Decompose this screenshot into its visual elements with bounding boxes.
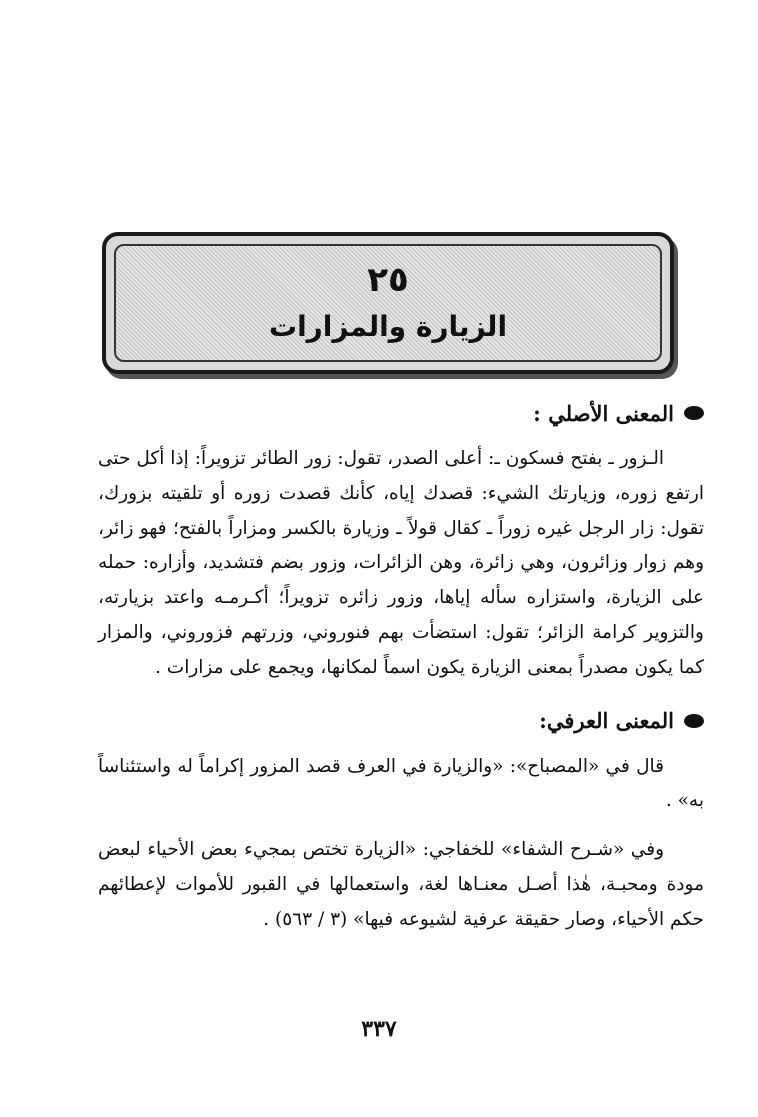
chapter-header-box	[102, 232, 674, 374]
section-heading-customary-meaning	[98, 700, 704, 742]
chapter-title: الزيارة والمزارات	[268, 310, 508, 343]
bullet-icon	[684, 406, 704, 420]
section-heading-original-meaning	[98, 392, 704, 434]
chapter-header-inner	[114, 244, 662, 362]
paragraph-misbah-quote: قال في «المصباح»: «والزيارة في العرف قصد المزور إكراماً له واستئناساً به» .	[98, 755, 704, 812]
page-content	[98, 392, 704, 938]
paragraph-original-meaning: الـزور ـ بفتح فسكون ـ: أعلى الصدر، تقول: زور الطائر تزويراً: إذا أكل حتى ارتفع زوره، وزيارتك الشيء: قصدك إياه، كأنك قصدت زوره أو تلقيته بزورك، تقول: زار الرجل غيره زوراً ـ كقال قولاً ـ وزيارة بالكسر ومزاراً بالفتح؛ فهو زائر، وهم زوار وزائرون، وهي زائرة، وهن الزائرات، وزور بضم فتشديد، وأزاره: حمله على الزيارة، واستزاره سأله إياها، وزور زائره تزويراً؛ أكـرمـه واعتد بزيارته، والتزوير كرامة الزائر؛ تقول: استضأت بهم فنوروني، وزرتهم فزوروني، والمزار كما يكون مصدراً بمعنى الزيارة يكون اسماً لمكانها، ويجمع على مزارات .	[98, 448, 704, 678]
chapter-number: ٢٥	[367, 260, 409, 300]
page-number: ٣٣٧	[361, 1016, 397, 1042]
section-heading-text: المعنى الأصلي :	[533, 400, 674, 426]
paragraph-khafaji-quote: وفي «شـرح الشفاء» للخفاجي: «الزيارة تختص بمجيء بعض الأحياء لبعض مودة ومحبـة، هٰذا أصـل معنـاها لغة، واستعمالها في القبور للأموات لإعطائهم حكم الأحياء، وصار حقيقة عرفية لشيوعه فيها» (٣ / ٥٦٣) .	[98, 839, 704, 930]
section-heading-text: المعنى العرفي:	[539, 708, 674, 734]
bullet-icon	[684, 714, 704, 728]
